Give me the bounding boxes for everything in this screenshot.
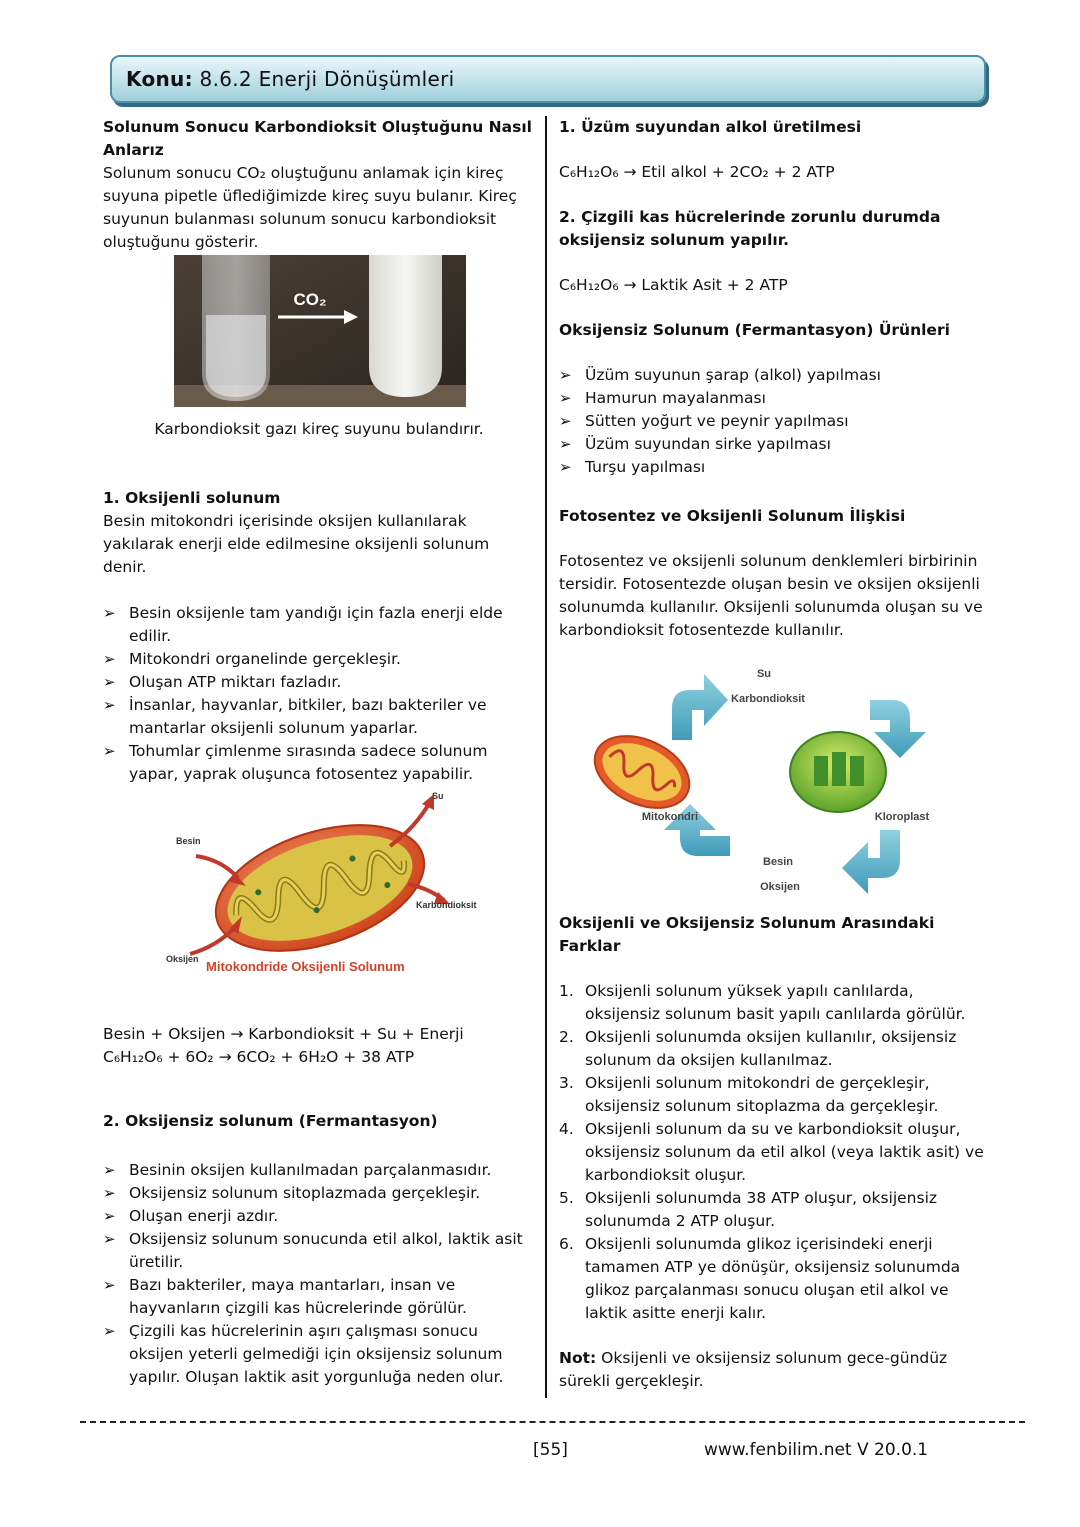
differences-list [559, 980, 991, 1325]
list-item: ➢ Oluşan enerji azdır. [103, 1205, 535, 1228]
relation-text: Fotosentez ve oksijenli solunum denklemleri birbirinin tersidir. Fotosentezde oluşan besin ve oksijen oksijenli solunumda kullanılır. Oksijenli solunumda oluşan su ve karbondioksit fotosentezde kullanılır. [559, 552, 983, 639]
list-item: 2. Oksijenli solunumda oksijen kullanılır, oksijensiz solunum da oksijen kullanılmaz. [559, 1028, 957, 1069]
label-oksijen: Oksijen [760, 881, 800, 893]
footer-site: www.fenbilim.net V 20.0.1 [704, 1440, 929, 1460]
aerobic-section [103, 487, 535, 786]
list-item: ➢ Mitokondri organelinde gerçekleşir. [103, 648, 535, 671]
label-oksijen: Oksijen [166, 954, 199, 964]
footer-divider [80, 1421, 1025, 1423]
list-item: ➢ Üzüm suyundan sirke yapılması [559, 433, 991, 456]
list-item: ➢ Oksijensiz solunum sonucunda etil alkol, laktik asit üretilir. [103, 1228, 535, 1274]
list-item: ➢ Turşu yapılması [559, 456, 991, 479]
differences-section [559, 912, 991, 1393]
label-kloroplast: Kloroplast [874, 811, 930, 823]
label-besin: Besin [176, 836, 201, 846]
list-item: ➢ İnsanlar, hayvanlar, bitkiler, bazı bakteriler ve mantarlar oksijenli solunum yaparlar. [103, 694, 535, 740]
photo-caption: Karbondioksit gazı kireç suyunu bulandırır. [154, 420, 484, 438]
co2-text: Solunum sonucu CO₂ oluştuğunu anlamak için kireç suyuna pipetle üflediğimizde kireç suyu bulanır. Kireç suyunun bulanması solunum sonucu karbondioksit oluştuğunu gösterir. [103, 164, 517, 251]
list-item: ➢ Besin oksijenle tam yandığı için fazla enerji elde edilir. [103, 602, 535, 648]
fermentation-examples [559, 116, 991, 642]
diagram-title: Mitokondride Oksijenli Solunum [206, 959, 405, 974]
mitochondria-diagram [160, 788, 480, 980]
relation-title: Fotosentez ve Oksijenli Solunum İlişkisi [559, 507, 906, 525]
column-divider [545, 116, 547, 1398]
label-besin: Besin [763, 856, 793, 868]
co2-photo [174, 255, 466, 407]
topic-title: Konu: 8.6.2 Enerji Dönüşümleri [126, 67, 455, 91]
list-item: ➢ Üzüm suyunun şarap (alkol) yapılması [559, 364, 991, 387]
aerobic-title: 1. Oksijenli solunum [103, 489, 281, 507]
products-list [559, 364, 991, 479]
label-karbondioksit: Karbondioksit [731, 693, 805, 705]
equation-formula: C₆H₁₂O₆ + 6O₂ → 6CO₂ + 6H₂O + 38 ATP [103, 1048, 415, 1066]
page-number: [55] [533, 1440, 568, 1460]
list-item: ➢ Bazı bakteriler, maya mantarları, insan ve hayvanların çizgili kas hücrelerinde görülür. [103, 1274, 535, 1320]
list-item: ➢ Oksijensiz solunum sitoplazmada gerçekleşir. [103, 1182, 535, 1205]
list-item: 3. Oksijenli solunum mitokondri de gerçekleşir, oksijensiz solunum sitoplazma da gerçekleşir. [559, 1074, 939, 1115]
aerobic-list [103, 602, 535, 786]
co2-section [103, 116, 535, 254]
co2-title: Solunum Sonucu Karbondioksit Oluştuğunu Nasıl Anlarız [103, 118, 532, 159]
alcohol-title: 1. Üzüm suyundan alkol üretilmesi [559, 118, 862, 136]
equation-words: Besin + Oksijen → Karbondioksit + Su + Enerji [103, 1025, 464, 1043]
label-su: Su [432, 791, 444, 801]
list-item: ➢ Sütten yoğurt ve peynir yapılması [559, 410, 991, 433]
differences-title: Oksijenli ve Oksijensiz Solunum Arasındaki Farklar [559, 914, 935, 955]
anaerobic-title: 2. Oksijensiz solunum (Fermantasyon) [103, 1112, 438, 1130]
aerobic-text: Besin mitokondri içerisinde oksijen kullanılarak yakılarak enerji elde edilmesine oksijenli solunum denir. [103, 512, 490, 576]
muscle-title: 2. Çizgili kas hücrelerinde zorunlu durumda oksijensiz solunum yapılır. [559, 208, 941, 249]
cycle-diagram [580, 660, 950, 905]
aerobic-equations [103, 1023, 535, 1069]
list-item: 4. Oksijenli solunum da su ve karbondioksit oluşur, oksijensiz solunum da etil alkol (veya laktik asit) ve karbondioksit oluşur. [559, 1120, 984, 1184]
list-item: 5. Oksijenli solunumda 38 ATP oluşur, oksijensiz solunumda 2 ATP oluşur. [559, 1189, 938, 1230]
list-item: ➢ Çizgili kas hücrelerinin aşırı çalışması sonucu oksijen yeterli gelmediği için oksijensiz solunum yapılır. Oluşan laktik asit yorgunluğa neden olur. [103, 1320, 535, 1389]
note: Not: Oksijenli ve oksijensiz solunum gece-gündüz sürekli gerçekleşir. [559, 1349, 948, 1390]
list-item: ➢ Oluşan ATP miktarı fazladır. [103, 671, 535, 694]
co2-photo-label: CO₂ [293, 290, 327, 309]
alcohol-equation: C₆H₁₂O₆ → Etil alkol + 2CO₂ + 2 ATP [559, 163, 835, 181]
products-title: Oksijensiz Solunum (Fermantasyon) Ürünleri [559, 321, 950, 339]
list-item: ➢ Besinin oksijen kullanılmadan parçalanmasıdır. [103, 1159, 535, 1182]
muscle-equation: C₆H₁₂O₆ → Laktik Asit + 2 ATP [559, 276, 788, 294]
list-item: ➢ Hamurun mayalanması [559, 387, 991, 410]
label-karbondioksit: Karbondioksit [416, 900, 477, 910]
list-item: ➢ Tohumlar çimlenme sırasında sadece solunum yapar, yaprak oluşunca fotosentez yapabilir. [103, 740, 535, 786]
anaerobic-list [103, 1159, 535, 1389]
anaerobic-section [103, 1110, 535, 1389]
topic-header [110, 55, 986, 103]
label-su: Su [756, 668, 772, 680]
label-mitokondri: Mitokondri [641, 811, 699, 823]
list-item: 6. Oksijenli solunumda glikoz içerisindeki enerji tamamen ATP ye dönüşür, oksijensiz solunumda glikoz parçalanması sonucu oluşan etil alkol ve laktik asitte enerji kalır. [559, 1235, 961, 1322]
list-item: 1. Oksijenli solunum yüksek yapılı canlılarda, oksijensiz solunum basit yapılı canlılarda görülür. [559, 982, 966, 1023]
